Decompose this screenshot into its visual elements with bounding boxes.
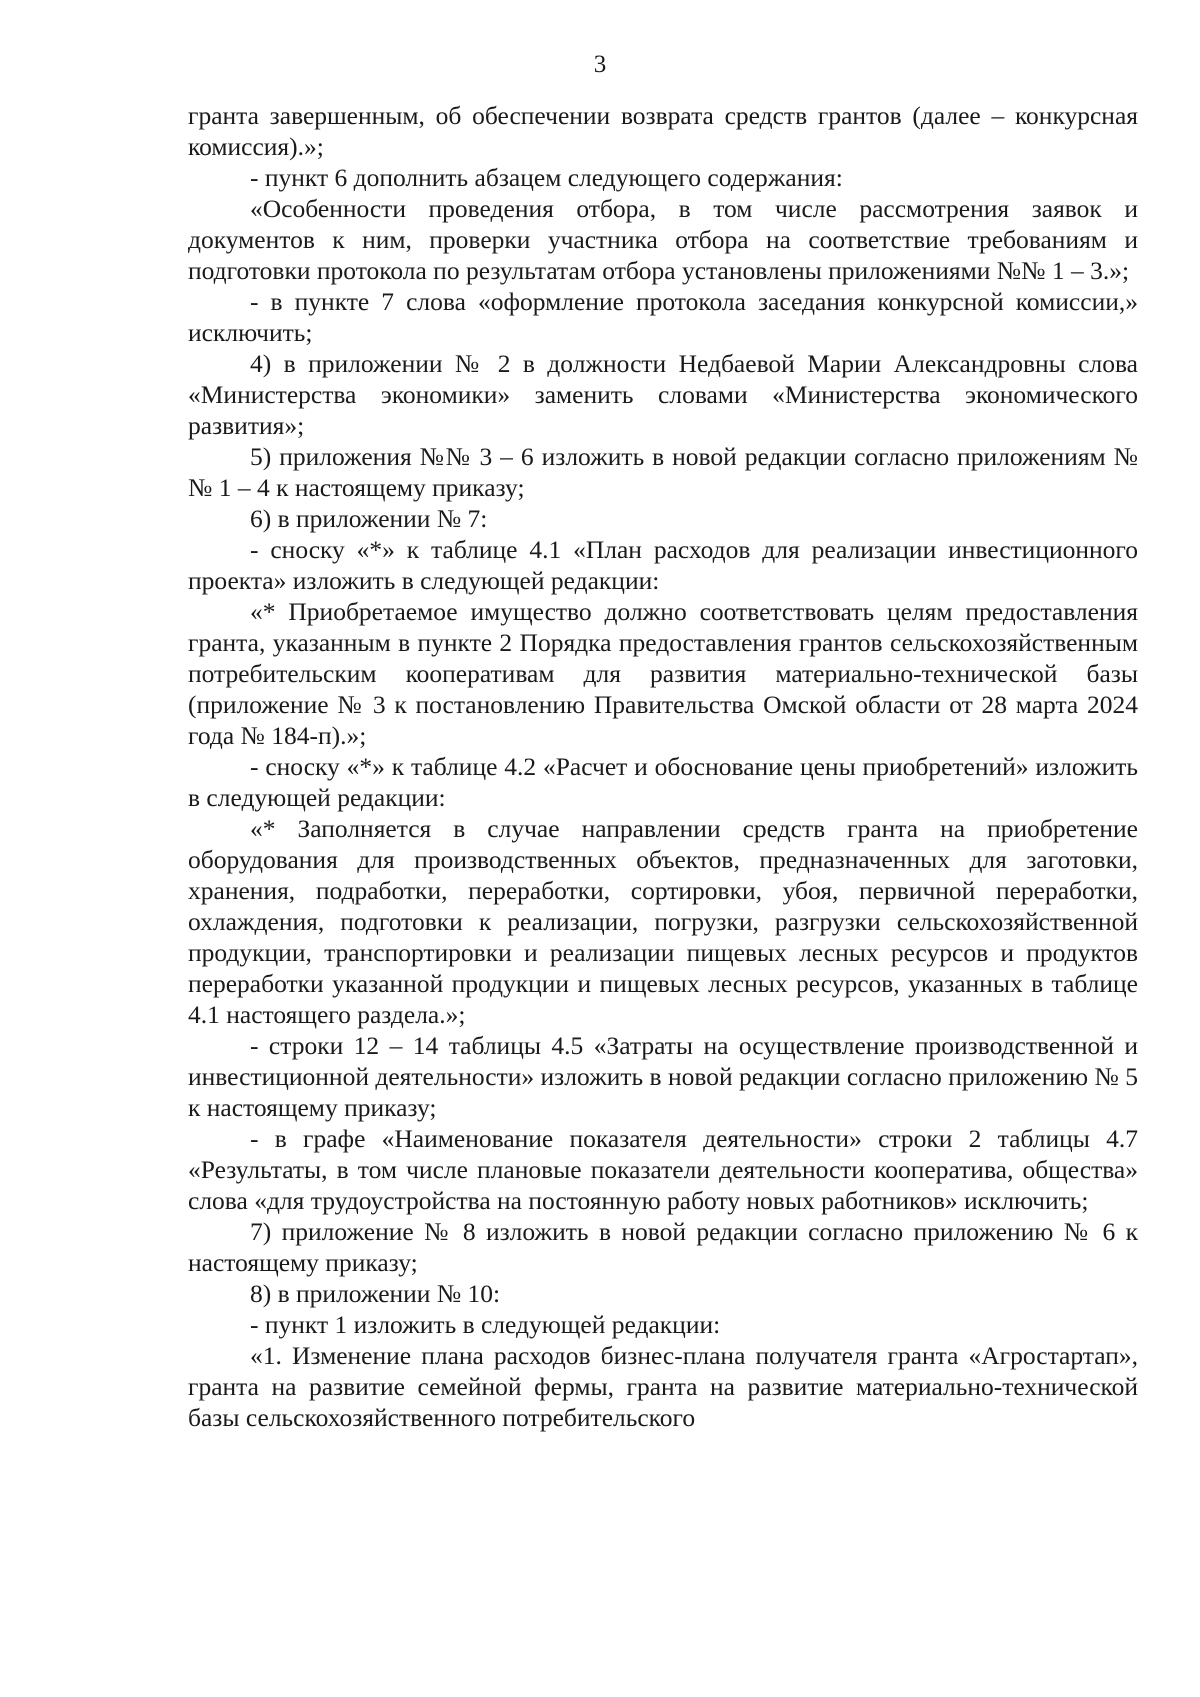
paragraph: 4) в приложении № 2 в должности Недбаевой Марии Александровны слова «Министерства экономики» заменить словами «Министерства экономического развития»; [188,349,1138,440]
paragraph: - сноску «*» к таблице 4.1 «План расходов для реализации инвестиционного проекта» изложить в следующей редакции: [188,535,1138,595]
paragraph: - сноску «*» к таблице 4.2 «Расчет и обоснование цены приобретений» изложить в следующей редакции: [188,752,1138,812]
paragraph: «* Приобретаемое имущество должно соответствовать целям предоставления гранта, указанным в пункте 2 Порядка предоставления грантов сельскохозяйственным потребительским кооперативам для развития материально-технической базы (приложение № 3 к постановлению Правительства Омской области от 28 марта 2024 года № 184-п).»; [188,597,1138,750]
paragraph: - пункт 1 изложить в следующей редакции: [250,1310,721,1339]
paragraph: «1. Изменение плана расходов бизнес-плана получателя гранта «Агростартап», гранта на развитие семейной фермы, гранта на развитие материально-технической базы сельскохозяйственного потребительского [188,1341,1138,1432]
paragraph: 6) в приложении № 7: [250,504,488,533]
paragraph: 7) приложение № 8 изложить в новой редакции согласно приложению № 6 к настоящему приказу; [188,1217,1138,1277]
paragraph: - пункт 6 дополнить абзацем следующего содержания: [250,163,843,192]
paragraph: 5) приложения №№ 3 – 6 изложить в новой редакции согласно приложениям №№ 1 – 4 к настоящему приказу; [188,442,1138,502]
paragraph: - в пункте 7 слова «оформление протокола заседания конкурсной комиссии,» исключить; [188,287,1138,347]
page-number: 3 [593,51,607,78]
paragraph: гранта завершенным, об обеспечении возврата средств грантов (далее – конкурсная комиссия).»; [188,101,1138,161]
paragraph: «* Заполняется в случае направлении средств гранта на приобретение оборудования для производственных объектов, предназначенных для заготовки, хранения, подработки, переработки, сортировки, убоя, первичной переработки, охлаждения, подготовки к реализации, погрузки, разгрузки сельскохозяйственной продукции, транспортировки и реализации пищевых лесных ресурсов и продуктов переработки указанной продукции и пищевых лесных ресурсов, указанных в таблице 4.1 настоящего раздела.»; [188,814,1138,1029]
document-body [188,100,1138,1433]
paragraph: - в графе «Наименование показателя деятельности» строки 2 таблицы 4.7 «Результаты, в том числе плановые показатели деятельности кооператива, общества» слова «для трудоустройства на постоянную работу новых работников» исключить; [188,1124,1138,1215]
paragraph: - строки 12 – 14 таблицы 4.5 «Затраты на осуществление производственной и инвестиционной деятельности» изложить в новой редакции согласно приложению № 5 к настоящему приказу; [188,1031,1138,1122]
paragraph: «Особенности проведения отбора, в том числе рассмотрения заявок и документов к ним, проверки участника отбора на соответствие требованиям и подготовки протокола по результатам отбора установлены приложениями №№ 1 – 3.»; [188,194,1138,285]
paragraph: 8) в приложении № 10: [250,1279,501,1308]
